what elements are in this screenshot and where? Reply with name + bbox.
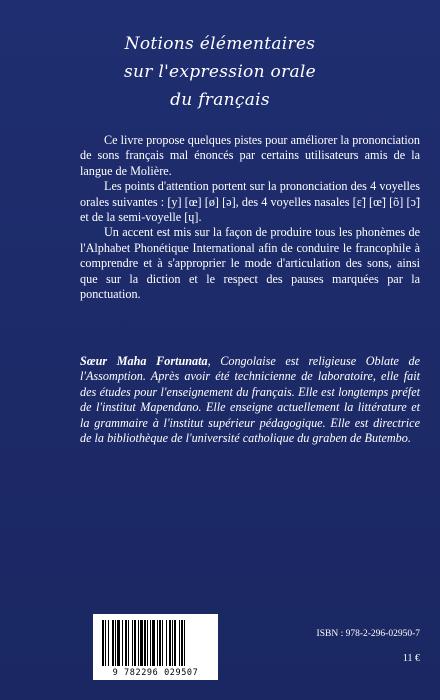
summary-paragraph-3: Un accent est mis sur la façon de produire tous les phonèmes de l'Alphabet Phonétique International afin de conduire le francophile à comprendre et à s'approprier le mode d'articulation des sons, ainsi que sur la diction et le respect des pauses marquées par la ponctuation. — [80, 225, 420, 302]
barcode-bar — [172, 620, 173, 666]
barcode — [93, 614, 218, 680]
barcode-bar — [166, 620, 167, 666]
price: 11 € — [402, 653, 420, 664]
barcode-bar — [179, 620, 180, 666]
barcode-bar — [105, 620, 106, 666]
barcode-bar — [169, 620, 171, 666]
barcode-bar — [174, 620, 176, 666]
isbn-number: ISBN : 978-2-296-02950-7 — [316, 629, 420, 639]
barcode-bar — [162, 620, 163, 666]
barcode-bar — [157, 620, 158, 666]
barcode-bar — [128, 620, 129, 666]
author-bio-text: , Congolaise est religieuse Oblate de l'Assomption. Après avoir été technicienne de laboratoire, elle fait des études pour l'enseignement du français. Elle est longtemps préfet de l'institut Mapendano. Elle enseigne actuellement la littérature et la grammaire à l'institut supérieur pédagogique. Elle est directrice de la bibliothèque de l'université catholique du graben de Butembo. — [80, 354, 420, 446]
barcode-bar — [184, 620, 185, 666]
author-bio — [80, 354, 420, 446]
summary-paragraph-2: Les points d'attention portent sur la prononciation des 4 voyelles orales suivantes : [y] [œ] [ø] [ə], des 4 voyelles nasales [ɛ̃] [œ̃] [õ] [ɔ̃] et de la semi-voyelle [ɥ]. — [80, 179, 420, 225]
barcode-bar — [152, 620, 155, 666]
barcode-bar — [150, 620, 151, 666]
summary-paragraph-1: Ce livre propose quelques pistes pour améliorer la prononciation de sons français mal énoncés par certains utilisateurs amis de la langue de Molière. — [80, 133, 420, 178]
barcode-bar — [122, 620, 123, 666]
barcode-bar — [115, 620, 116, 666]
title-line-2: sur l'expression orale — [123, 62, 317, 82]
book-summary — [80, 133, 420, 302]
barcode-bar — [144, 620, 146, 666]
barcode-bar — [102, 620, 104, 666]
barcode-bar — [147, 620, 148, 666]
barcode-bar — [108, 620, 109, 666]
barcode-bar — [117, 620, 120, 666]
barcode-digits: 9 782296 029507 — [112, 668, 199, 678]
barcode-bar — [181, 620, 183, 666]
title-line-3: du français — [170, 90, 270, 110]
barcode-bar — [134, 620, 136, 666]
barcode-bar — [159, 620, 161, 666]
barcode-bar — [140, 620, 143, 666]
barcode-bar — [125, 620, 127, 666]
book-title — [40, 30, 400, 114]
title-line-1: Notions élémentaires — [124, 34, 316, 54]
barcode-bar — [138, 620, 139, 666]
barcode-bar — [132, 620, 133, 666]
barcode-bar — [112, 620, 114, 666]
barcode-bars — [101, 620, 210, 666]
author-name: Sœur Maha Fortunata — [80, 354, 208, 368]
